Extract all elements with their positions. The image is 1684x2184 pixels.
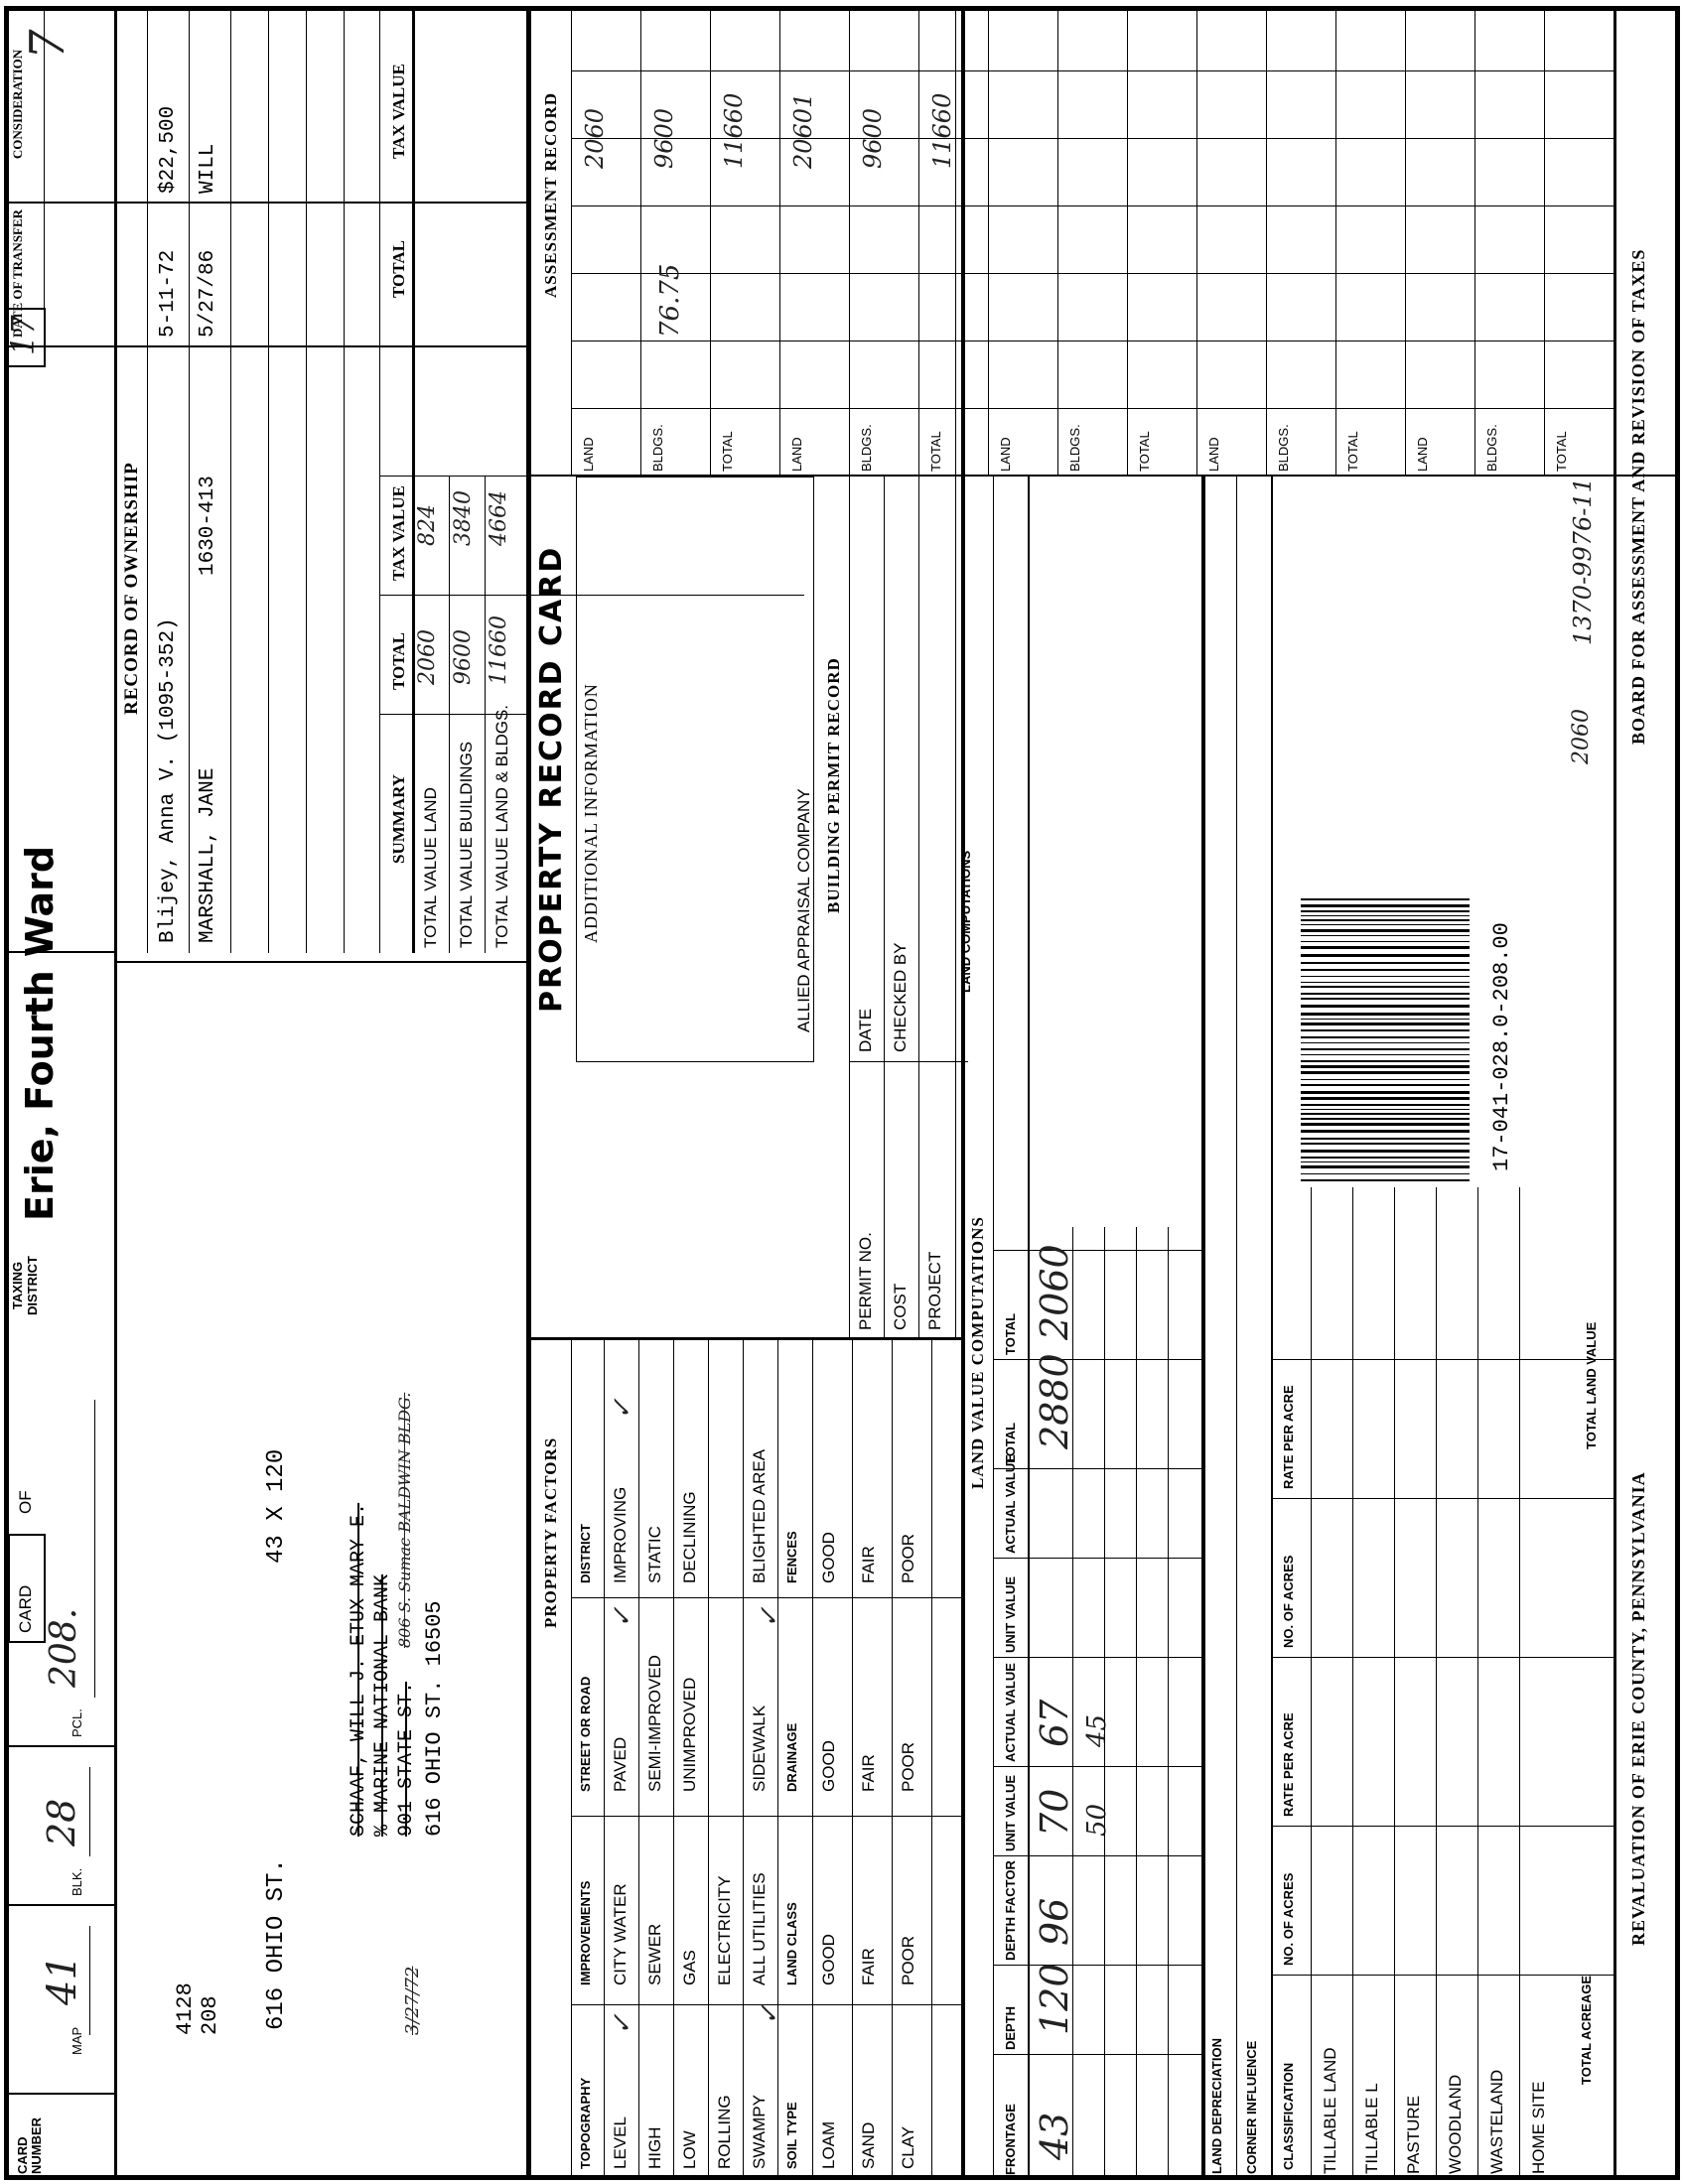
factor-row-line [743, 1340, 744, 2180]
struck-bank: % MARINE NATIONAL BANK [371, 1573, 394, 1837]
assess-hand-3: 20601 [789, 92, 817, 169]
footer-left: REVALUATION OF ERIE COUNTY, PENNSYLVANIA [1628, 1471, 1648, 1946]
assess-hand-5: 11660 [928, 92, 956, 169]
land-col-line [993, 1558, 1201, 1559]
assess-row-line [1544, 6, 1545, 477]
factor-item-district-0: IMPROVING [611, 1486, 630, 1583]
factor-item-soil-1: SAND [859, 2121, 878, 2169]
land-col-line [993, 1657, 1201, 1658]
factor-item-topography-4: SWAMPY [750, 2095, 769, 2169]
land-row1-7: 2880 [1033, 1353, 1076, 1449]
property-code-2: 208 [198, 1995, 222, 2035]
assess-label-4: BLDGS. [859, 424, 874, 472]
factor-row-line [673, 1340, 674, 2180]
building-permit-title: BUILDING PERMIT RECORD [824, 657, 843, 913]
summary-all-total: 11660 [487, 615, 511, 685]
land-col-line [993, 1855, 1201, 1856]
barcode [1291, 794, 1489, 1191]
barcode-bar [1301, 969, 1470, 971]
barcode-bar [1301, 1123, 1470, 1126]
factor-header-improvements: IMPROVEMENTS [578, 1880, 593, 1985]
land-header-6: ACTUAL VALUE [1003, 1454, 1018, 1554]
assess-row-line [1196, 6, 1197, 477]
land-computations-label: LAND COMPUTATIONS [958, 850, 973, 993]
land-header-5: UNIT VALUE [1003, 1575, 1018, 1653]
summary-row-land: TOTAL VALUE LAND [421, 787, 440, 948]
property-code-1: 4128 [173, 1982, 198, 2035]
total-acreage-label: TOTAL ACREAGE [1579, 1975, 1594, 2085]
factor-item-improvements-2: GAS [680, 1950, 699, 1985]
land-col-line [993, 2054, 1201, 2055]
land-header-3: UNIT VALUE [1003, 1774, 1018, 1851]
corner-mark: 7 [20, 29, 75, 60]
acre-header-2: RATE PER ACRE [1281, 1712, 1296, 1817]
land-row2-4: 45 [1082, 1713, 1112, 1747]
factor-item-drainage-0: GOOD [819, 1740, 838, 1792]
owner-row-2-book: 1630-413 [197, 476, 219, 576]
factor-header-street: STREET OR ROAD [578, 1676, 593, 1792]
land-row2-3: 50 [1082, 1803, 1112, 1837]
assess-label-2: TOTAL [720, 431, 735, 472]
barcode-bar [1301, 976, 1470, 977]
acre-col-line [1271, 1359, 1614, 1360]
mail-address: 616 OHIO ST. 16505 [422, 1600, 447, 1837]
factor-item-street-2: UNIMPROVED [680, 1677, 699, 1792]
owner-row-2-date: 5/27/86 [197, 249, 219, 338]
acre-header-0: CLASSIFICATION [1281, 2062, 1296, 2170]
assess-col-line [571, 70, 1614, 71]
factor-header-district: DISTRICT [578, 1524, 593, 1583]
pcl-label: PCL. [70, 1708, 84, 1737]
assess-label-11: TOTAL [1345, 431, 1360, 472]
land-depreciation-label: LAND DEPRECIATION [1209, 2038, 1224, 2174]
barcode-bar [1301, 1179, 1470, 1181]
assess-row-line [710, 6, 711, 477]
land-line [1028, 477, 1030, 2180]
owner-row-2-name: MARSHALL, JANE [197, 767, 219, 943]
assess-label-8: TOTAL [1137, 431, 1152, 472]
barcode-bar [1301, 1029, 1470, 1031]
factor-header-topography: TOPOGRAPHY [578, 2077, 593, 2169]
barcode-bar [1301, 1118, 1470, 1120]
factor-item-fences-2: POOR [899, 1533, 917, 1583]
blk-value: 28 [40, 1798, 83, 1846]
factor-item-district-1: STATIC [645, 1526, 664, 1583]
acre-col-line [1271, 1975, 1614, 1976]
summary-total-header: TOTAL [389, 632, 408, 690]
prc-title: PROPERTY RECORD CARD [534, 545, 569, 1013]
factor-item-topography-1: HIGH [645, 2126, 664, 2169]
barcode-bar [1301, 1013, 1470, 1016]
summary-land-total: 2060 [415, 629, 440, 685]
acre-row-line [1352, 1187, 1353, 2180]
assess-col-line [571, 476, 1614, 477]
land-header-7: TOTAL [1003, 1422, 1018, 1464]
struck-note: 806 S. Sumac BALDWIN BLDG. [395, 1392, 414, 1648]
barcode-bar [1301, 1150, 1470, 1153]
check-mark-2: ✓ [608, 1606, 637, 1628]
land-header-1: DEPTH [1003, 2005, 1018, 2050]
acre-header-4: RATE PER ACRE [1281, 1385, 1296, 1489]
acre-header-3: NO. OF ACRES [1281, 1555, 1296, 1648]
assess-stamp: 76.75 [655, 263, 685, 338]
check-mark-0: ✓ [608, 2013, 637, 2035]
barcode-bar [1301, 904, 1470, 907]
cost-label: COST [891, 1283, 910, 1330]
land-value-title: LAND VALUE COMPUTATIONS [968, 1216, 987, 1489]
barcode-bar [1301, 1138, 1470, 1140]
summary-row-bldgs: TOTAL VALUE BUILDINGS [457, 741, 476, 948]
struck-street: 901 STATE ST. [395, 1681, 418, 1837]
owner-row-1-consideration: $22,500 [157, 105, 180, 194]
factor-row-line [708, 1340, 709, 2180]
barcode-bar [1301, 935, 1470, 936]
pcl-value: 208. [44, 1607, 84, 1688]
owner-row-2-consideration: WILL [197, 143, 219, 194]
barcode-bar [1301, 1097, 1470, 1100]
factor-row-line [777, 1340, 778, 2180]
assess-row-line [1405, 6, 1406, 477]
factor-col-line [571, 1597, 963, 1598]
land-header-8: TOTAL [1003, 1312, 1018, 1355]
assess-label-9: LAND [1206, 437, 1221, 472]
factor-item-improvements-3: ELECTRICITY [715, 1875, 734, 1985]
land-row1-4: 67 [1033, 1699, 1076, 1747]
summary-all-tax: 4664 [487, 490, 511, 546]
land-row-line [1104, 1227, 1105, 2180]
factor-row-line [812, 1340, 813, 2180]
barcode-bar [1301, 1109, 1470, 1110]
factor-item-street-0: PAVED [611, 1736, 630, 1792]
barcode-bar [1301, 910, 1470, 912]
assess-row-line [640, 6, 641, 477]
land-col-line [993, 1359, 1201, 1360]
taxing-district: Erie, Fourth Ward [18, 845, 62, 1221]
card-label: CARD [16, 1584, 35, 1633]
factor-item-land_class-2: POOR [899, 1935, 917, 1985]
assess-hand-2: 11660 [720, 92, 748, 169]
assess-row-line [1266, 6, 1267, 477]
barcode-bar [1301, 1157, 1470, 1159]
factor-item-improvements-0: CITY WATER [611, 1883, 630, 1985]
factor-item-topography-3: ROLLING [715, 2095, 734, 2169]
factor-item-improvements-1: SEWER [645, 1923, 664, 1985]
land-col-line [993, 1250, 1201, 1251]
footer-right: BOARD FOR ASSESSMENT AND REVISION OF TAXES [1628, 248, 1648, 745]
land-header-0: FRONTAGE [1003, 2104, 1018, 2175]
barcode-bar [1301, 1065, 1470, 1068]
assess-row-line [988, 6, 989, 477]
factor-row-line [931, 1340, 932, 2180]
barcode-bar [1301, 915, 1470, 916]
factor-item-land_class-0: GOOD [819, 1934, 838, 1985]
land-col-line [993, 2179, 1201, 2180]
land-col-line [993, 1766, 1201, 1767]
factor-item-topography-0: LEVEL [611, 2116, 630, 2169]
barcode-bar [1301, 1079, 1470, 1080]
factor-item-fences-1: FAIR [859, 1546, 878, 1583]
land-row1-3: 70 [1033, 1788, 1076, 1837]
assess-label-14: TOTAL [1554, 431, 1569, 472]
barcode-bar [1301, 1091, 1470, 1094]
acre-col-line [1271, 2179, 1614, 2180]
barcode-bar [1301, 954, 1470, 957]
of-label: OF [16, 1490, 35, 1514]
barcode-bar [1301, 946, 1470, 949]
barcode-bar [1301, 1113, 1470, 1115]
barcode-bar [1301, 1005, 1470, 1008]
summary-bldgs-total: 9600 [451, 629, 476, 685]
owner-row-1-date: 5-11-72 [157, 249, 180, 338]
date-transfer-header: DATE OF TRANSFER [10, 208, 25, 338]
barcode-bar [1301, 982, 1470, 983]
project-label: PROJECT [925, 1251, 944, 1330]
land-line [993, 477, 994, 2180]
assess-col-line [571, 273, 1614, 274]
assess-hand-0: 2060 [581, 107, 609, 169]
land-row1-2: 96 [1033, 1897, 1076, 1946]
land-col-line [993, 1965, 1201, 1966]
permit-date-label: DATE [856, 1008, 875, 1052]
property-dimensions: 43 X 120 [263, 1448, 290, 1564]
factor-col-line [571, 1816, 963, 1817]
factor-header-soil: SOIL TYPE [784, 2102, 799, 2169]
barcode-bar [1301, 1048, 1470, 1050]
factor-row-line [892, 1340, 893, 2180]
barcode-bar [1301, 1165, 1470, 1168]
factor-row-line [638, 1340, 639, 2180]
factor-item-drainage-2: POOR [899, 1741, 917, 1792]
factor-item-street-1: SEMI-IMPROVED [645, 1655, 664, 1792]
assess-row-line [1057, 6, 1058, 477]
summary-row-total: TOTAL VALUE LAND & BLDGS. [492, 704, 511, 948]
factor-item-soil-2: CLAY [899, 2125, 917, 2169]
factors-line [571, 1340, 572, 2180]
date-note: 3/27/72 [402, 1966, 423, 2035]
land-row-line [1168, 1227, 1169, 2180]
appraisal-company: ALLIED APPRAISAL COMPANY [794, 788, 813, 1032]
acre-col-line [1271, 1826, 1614, 1827]
barcode-bar [1301, 1019, 1470, 1020]
barcode-bar [1301, 898, 1470, 900]
acre-class-4: WASTELAND [1487, 2069, 1506, 2174]
assess-label-3: LAND [789, 437, 804, 472]
ownership-title: RECORD OF OWNERSHIP [121, 462, 142, 715]
barcode-bar [1301, 1036, 1470, 1038]
acre-row-line [1311, 1187, 1312, 2180]
factor-item-land_class-1: FAIR [859, 1948, 878, 1985]
factor-row-line [604, 1340, 605, 2180]
acre-col-line [1271, 1657, 1614, 1658]
barcode-bar [1301, 1071, 1470, 1074]
summary-title: SUMMARY [389, 773, 408, 864]
total-land-value-label: TOTAL LAND VALUE [1584, 1321, 1599, 1449]
land-row1-8: 2060 [1033, 1244, 1076, 1340]
struck-owner: SCHAAF, WILL J. ETUX MARY E. [348, 1502, 370, 1837]
summary-tax-header: TAX VALUE [389, 485, 408, 581]
acre-col-line [1271, 1498, 1614, 1499]
acre-header-1: NO. OF ACRES [1281, 1872, 1296, 1966]
assess-label-7: BLDGS. [1067, 424, 1082, 472]
barcode-bar [1301, 1173, 1470, 1174]
barcode-bar [1301, 1054, 1470, 1055]
assess-hand-4: 9600 [859, 107, 887, 169]
acre-class-3: WOODLAND [1446, 2074, 1465, 2174]
land-header-4: ACTUAL VALUE [1003, 1663, 1018, 1762]
assess-label-13: BLDGS. [1484, 424, 1499, 472]
permit-no-label: PERMIT NO. [856, 1232, 875, 1330]
factor-item-district-2: DECLINING [680, 1491, 699, 1583]
acre-class-5: HOME SITE [1529, 2081, 1548, 2174]
barcode-bar [1301, 1023, 1470, 1025]
barcode-bar [1301, 998, 1470, 1000]
barcode-bar [1301, 1060, 1470, 1062]
barcode-bar [1301, 993, 1470, 995]
barcode-bar [1301, 929, 1470, 932]
assess-label-12: LAND [1415, 437, 1430, 472]
factor-header-land_class: LAND CLASS [784, 1902, 799, 1985]
assess-row-line [1127, 6, 1128, 477]
acre-class-1: TILLABLE L [1362, 2083, 1381, 2174]
check-mark-4: ✓ [608, 1398, 637, 1420]
card-id: 17 [4, 315, 42, 355]
assess-row-line [779, 6, 780, 477]
corner-influence-label: CORNER INFLUENCE [1244, 2040, 1259, 2174]
land-row1-1: 120 [1033, 1963, 1076, 2035]
acre-row-line [1436, 1187, 1437, 2180]
factor-row-line [852, 1340, 853, 2180]
assessment-total-header: TOTAL [389, 240, 408, 298]
owner-row-1-name: Blijey, Anna V. (1095-352) [157, 617, 180, 943]
assess-row-line [849, 6, 850, 477]
assess-hand-1: 9600 [650, 107, 678, 169]
summary-bldgs-tax: 3840 [451, 490, 476, 546]
barcode-bar [1301, 1161, 1470, 1162]
assess-row-line [1474, 6, 1475, 477]
barcode-bar [1301, 1130, 1470, 1133]
assess-label-10: BLDGS. [1276, 424, 1291, 472]
factor-header-drainage: DRAINAGE [784, 1722, 799, 1792]
taxing-district-label: TAXING DISTRICT [10, 1256, 40, 1315]
barcode-bar [1301, 1104, 1470, 1106]
map-value: 41 [40, 1955, 85, 2005]
acre-row-line [1394, 1187, 1395, 2180]
card-number-label: CARD NUMBER [15, 2116, 44, 2174]
assess-label-0: LAND [581, 437, 596, 472]
assessment-tax-header: TAX VALUE [389, 64, 408, 159]
parcel-code: 17-041-028.0-208.00 [1489, 922, 1514, 1171]
land-row1-0: 43 [1033, 2112, 1076, 2160]
land-row-line [1136, 1227, 1137, 2180]
checked-by-label: CHECKED BY [891, 942, 910, 1052]
blk-label: BLK. [70, 1867, 84, 1896]
assess-label-5: TOTAL [928, 431, 943, 472]
map-label: MAP [70, 2026, 84, 2055]
acre-row-line [1477, 1187, 1478, 2180]
factor-item-topography-2: LOW [680, 2130, 699, 2169]
land-row-line [1072, 1227, 1073, 2180]
handwritten-stamp: 1370-9976-11 [1569, 478, 1597, 645]
assess-col-line [571, 205, 1614, 206]
acre-row-line [1519, 1187, 1520, 2180]
acre-class-0: TILLABLE LAND [1321, 2047, 1339, 2174]
factor-item-district-4: BLIGHTED AREA [750, 1448, 769, 1583]
assess-label-6: LAND [998, 437, 1013, 472]
barcode-bar [1301, 919, 1470, 921]
barcode-bar [1301, 1042, 1470, 1043]
land-col-line [993, 1468, 1201, 1469]
assess-row-line [1335, 6, 1336, 477]
barcode-bar [1301, 1084, 1470, 1086]
factor-header-fences: FENCES [784, 1531, 799, 1583]
land-header-2: DEPTH FACTOR [1003, 1860, 1018, 1961]
assess-row-line [571, 6, 572, 477]
consideration-header: CONSIDERATION [10, 49, 25, 160]
factor-item-street-4: SIDEWALK [750, 1705, 769, 1792]
barcode-bar [1301, 924, 1470, 925]
barcode-bar [1301, 962, 1470, 964]
check-mark-3: ✓ [755, 1606, 784, 1628]
barcode-bar [1301, 941, 1470, 942]
barcode-bar [1301, 986, 1470, 988]
property-address: 616 OHIO ST. [263, 1858, 290, 2030]
assess-label-1: BLDGS. [650, 424, 665, 472]
acre-class-2: PASTURE [1404, 2095, 1423, 2174]
assess-col-line [571, 408, 1614, 409]
assess-row-line [918, 6, 919, 477]
assessment-title: ASSESSMENT RECORD [541, 91, 560, 298]
additional-info-label: ADDITIONAL INFORMATION [581, 683, 601, 943]
factor-item-soil-0: LOAM [819, 2120, 838, 2169]
factor-item-improvements-4: ALL UTILITIES [750, 1872, 769, 1985]
handwritten-total: 2060 [1569, 709, 1594, 764]
factor-item-drainage-1: FAIR [859, 1754, 878, 1792]
barcode-bar [1301, 1143, 1470, 1145]
property-factors-title: PROPERTY FACTORS [541, 1436, 560, 1628]
check-mark-1: ✓ [755, 2003, 784, 2025]
summary-land-tax: 824 [415, 504, 440, 546]
factor-item-fences-0: GOOD [819, 1532, 838, 1583]
